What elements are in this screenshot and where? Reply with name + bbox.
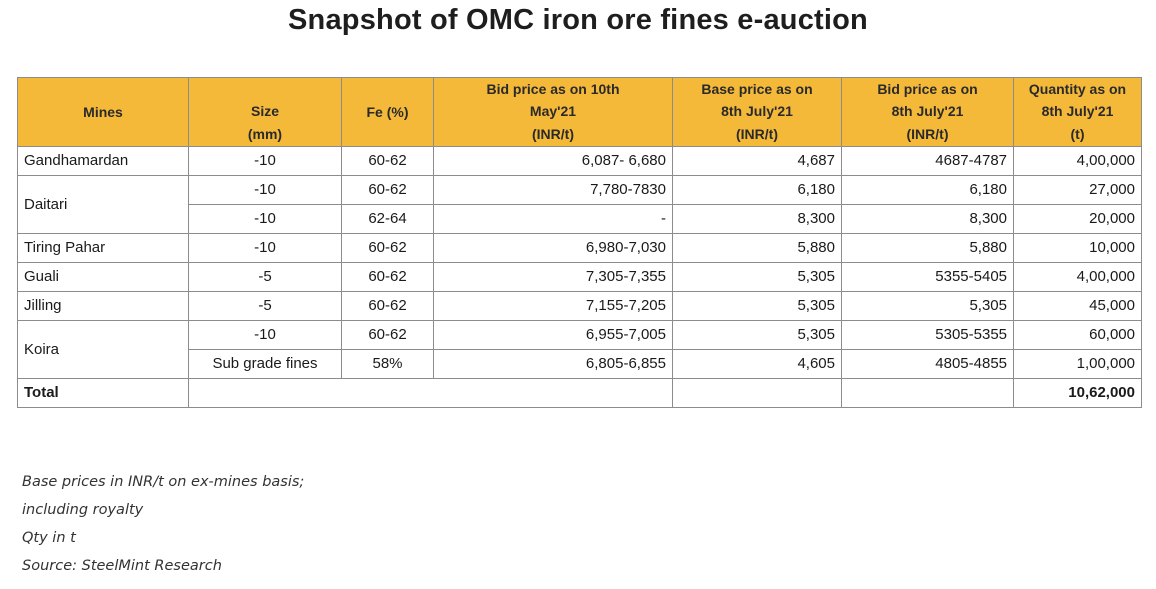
bid-july-cell: 5305-5355	[842, 321, 1014, 350]
footnote-line: Base prices in INR/t on ex-mines basis;	[22, 474, 305, 490]
qty-cell: 45,000	[1014, 292, 1142, 321]
table-row	[18, 147, 1142, 176]
header-bid-may-line1: Bid price as on 10th	[486, 81, 620, 97]
header-size-line1: Size	[250, 103, 279, 119]
footnote-line: including royalty	[22, 502, 144, 518]
header-qty	[1014, 78, 1142, 123]
mine-name: Koira	[18, 321, 189, 379]
header-size-unit: (mm)	[189, 122, 342, 147]
mine-name: Jilling	[18, 292, 189, 321]
table-row	[18, 263, 1142, 292]
base-july-cell: 8,300	[673, 205, 842, 234]
qty-cell: 4,00,000	[1014, 147, 1142, 176]
bid-july-cell: 5355-5405	[842, 263, 1014, 292]
bid-may-cell: 7,305-7,355	[434, 263, 673, 292]
qty-cell: 27,000	[1014, 176, 1142, 205]
mine-name: Gandhamardan	[18, 147, 189, 176]
header-fe: Fe (%)	[342, 78, 434, 147]
bid-may-cell: 7,780-7830	[434, 176, 673, 205]
qty-cell: 20,000	[1014, 205, 1142, 234]
auction-table	[17, 77, 1142, 408]
bid-july-cell: 6,180	[842, 176, 1014, 205]
base-july-cell: 5,880	[673, 234, 842, 263]
bid-may-cell: 6,980-7,030	[434, 234, 673, 263]
size-cell: -10	[189, 147, 342, 176]
bid-july-cell: 5,880	[842, 234, 1014, 263]
bid-may-cell: -	[434, 205, 673, 234]
fe-cell: 60-62	[342, 263, 434, 292]
fe-cell: 60-62	[342, 176, 434, 205]
size-cell: -10	[189, 205, 342, 234]
header-base-july	[673, 78, 842, 123]
table-header	[18, 78, 1142, 147]
table-body	[18, 147, 1142, 408]
table-row	[18, 234, 1142, 263]
total-empty-cell	[842, 379, 1014, 408]
footnote-line: Qty in t	[22, 530, 76, 546]
base-july-cell: 5,305	[673, 321, 842, 350]
header-bid-july-line2: 8th July'21	[891, 103, 964, 119]
size-cell: -10	[189, 234, 342, 263]
header-qty-unit: (t)	[1014, 122, 1142, 147]
header-bid-may-line2: May'21	[529, 103, 577, 119]
table-row	[18, 292, 1142, 321]
size-cell: -5	[189, 263, 342, 292]
bid-may-cell: 6,087- 6,680	[434, 147, 673, 176]
footnote-source: Source: SteelMint Research	[22, 558, 222, 574]
header-bid-may-unit: (INR/t)	[434, 122, 673, 147]
header-bid-may	[434, 78, 673, 123]
fe-cell: 62-64	[342, 205, 434, 234]
fe-cell: 60-62	[342, 147, 434, 176]
base-july-cell: 5,305	[673, 263, 842, 292]
header-qty-line2: 8th July'21	[1041, 103, 1114, 119]
bid-july-cell: 4687-4787	[842, 147, 1014, 176]
size-cell: Sub grade fines	[189, 350, 342, 379]
bid-july-cell: 4805-4855	[842, 350, 1014, 379]
page-title: Snapshot of OMC iron ore fines e-auction	[288, 4, 868, 36]
header-bid-july	[842, 78, 1014, 123]
fe-cell: 60-62	[342, 321, 434, 350]
fe-cell: 58%	[342, 350, 434, 379]
bid-may-cell: 6,805-6,855	[434, 350, 673, 379]
mine-name: Daitari	[18, 176, 189, 234]
header-bid-july-line1: Bid price as on	[877, 81, 978, 97]
size-cell: -5	[189, 292, 342, 321]
fe-cell: 60-62	[342, 292, 434, 321]
header-mines: Mines	[18, 78, 189, 147]
bid-july-cell: 8,300	[842, 205, 1014, 234]
table-row	[18, 321, 1142, 350]
total-qty: 10,62,000	[1014, 379, 1142, 408]
qty-cell: 4,00,000	[1014, 263, 1142, 292]
bid-may-cell: 6,955-7,005	[434, 321, 673, 350]
qty-cell: 1,00,000	[1014, 350, 1142, 379]
qty-cell: 60,000	[1014, 321, 1142, 350]
header-base-july-unit: (INR/t)	[673, 122, 842, 147]
bid-july-cell: 5,305	[842, 292, 1014, 321]
header-qty-line1: Quantity as on	[1028, 81, 1127, 97]
base-july-cell: 4,605	[673, 350, 842, 379]
base-july-cell: 6,180	[673, 176, 842, 205]
qty-cell: 10,000	[1014, 234, 1142, 263]
fe-cell: 60-62	[342, 234, 434, 263]
total-empty-cell	[673, 379, 842, 408]
header-base-july-line2: 8th July'21	[721, 103, 793, 119]
table-row	[18, 176, 1142, 205]
header-size	[189, 78, 342, 123]
size-cell: -10	[189, 321, 342, 350]
base-july-cell: 4,687	[673, 147, 842, 176]
total-row	[18, 379, 1142, 408]
footnotes	[22, 468, 304, 580]
bid-may-cell: 7,155-7,205	[434, 292, 673, 321]
mine-name: Tiring Pahar	[18, 234, 189, 263]
total-label: Total	[18, 379, 189, 408]
header-base-july-line1: Base price as on	[701, 81, 813, 97]
total-empty-cell	[189, 379, 673, 408]
mine-name: Guali	[18, 263, 189, 292]
base-july-cell: 5,305	[673, 292, 842, 321]
size-cell: -10	[189, 176, 342, 205]
header-bid-july-unit: (INR/t)	[842, 122, 1014, 147]
